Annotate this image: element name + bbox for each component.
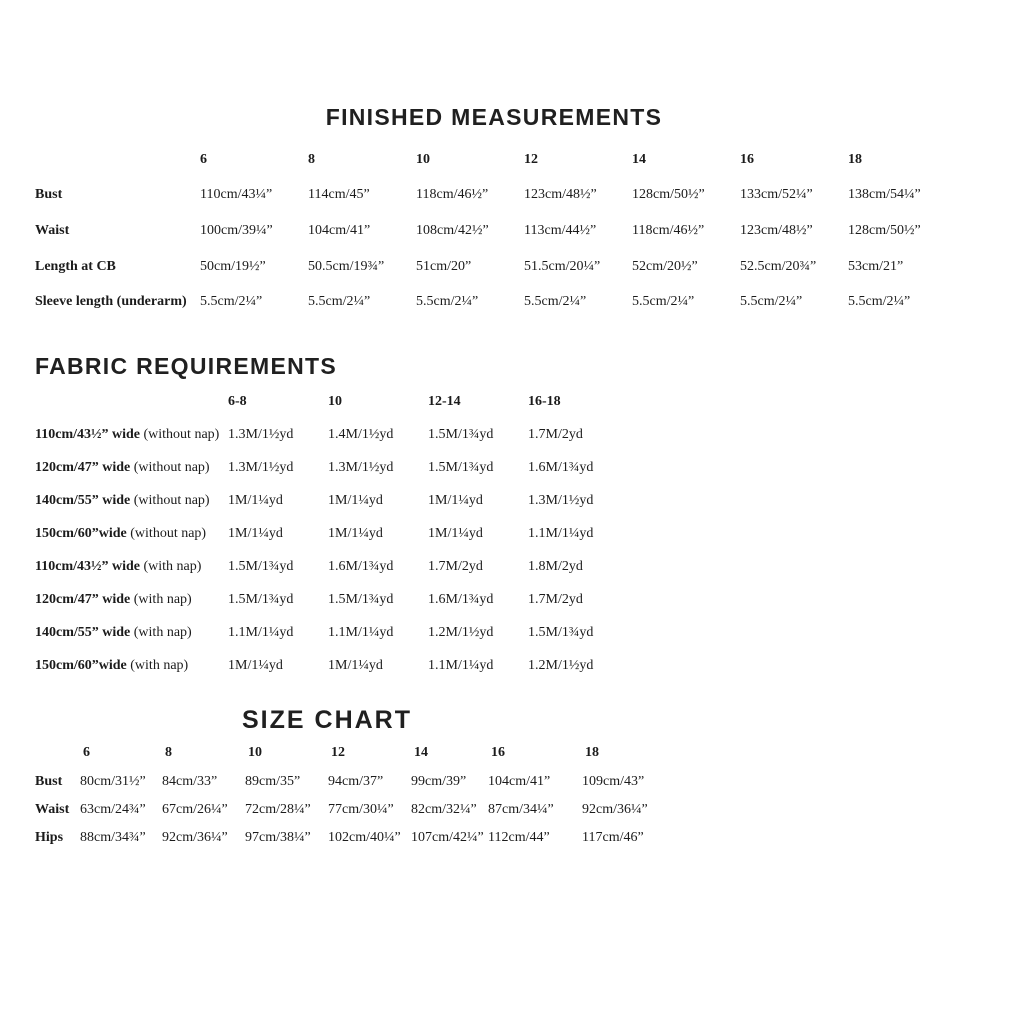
measurement-value: 1M/1¼yd <box>228 493 283 509</box>
size-header: 14 <box>414 745 428 761</box>
measurement-value: 94cm/37” <box>328 773 384 789</box>
row-label: 120cm/47” wide <box>35 591 131 607</box>
measurement-value: 89cm/35” <box>245 773 301 789</box>
measurement-value: 1M/1¼yd <box>328 493 383 509</box>
corner-cell <box>35 142 200 178</box>
row-label: Waist <box>35 801 70 817</box>
measurement-value: 1.3M/1½yd <box>528 493 594 509</box>
measurement-value: 1.5M/1¾yd <box>228 558 294 574</box>
measurement-value: 5.5cm/2¼” <box>740 294 803 310</box>
fabric-requirements-table <box>35 386 628 682</box>
measurement-value: 1.2M/1½yd <box>528 657 594 673</box>
nap-note: (without nap) <box>133 493 210 509</box>
table-row <box>35 485 628 518</box>
measurement-value: 1.3M/1½yd <box>328 460 394 476</box>
row-label: Length at CB <box>35 258 116 274</box>
measurement-value: 53cm/21” <box>848 258 904 274</box>
measurement-value: 50cm/19½” <box>200 258 266 274</box>
measurement-value: 138cm/54¼” <box>848 187 921 203</box>
measurement-value: 1.3M/1½yd <box>228 427 294 443</box>
size-header-row <box>35 142 956 178</box>
row-label-cell <box>35 550 228 583</box>
measurement-value: 5.5cm/2¼” <box>632 294 695 310</box>
measurement-value: 100cm/39¼” <box>200 222 273 238</box>
size-header: 14 <box>632 151 646 167</box>
row-label: Bust <box>35 187 63 203</box>
row-label: Waist <box>35 222 70 238</box>
size-header-row <box>35 386 628 419</box>
corner-cell <box>35 386 228 419</box>
fabric-requirements-title: FABRIC REQUIREMENTS <box>35 353 337 379</box>
table-row <box>35 616 628 649</box>
row-label: 150cm/60”wide <box>35 657 127 673</box>
measurement-value: 5.5cm/2¼” <box>848 294 911 310</box>
measurement-value: 107cm/42¼” <box>411 830 484 846</box>
row-label-cell <box>35 649 228 682</box>
measurement-value: 1.5M/1¾yd <box>428 460 494 476</box>
measurement-value: 1M/1¼yd <box>228 657 283 673</box>
row-label-cell <box>35 767 80 795</box>
measurement-value: 5.5cm/2¼” <box>308 294 371 310</box>
measurement-value: 92cm/36¼” <box>582 801 648 817</box>
size-header: 6-8 <box>228 394 247 410</box>
nap-note: (with nap) <box>143 558 202 574</box>
table-row <box>35 649 628 682</box>
size-header: 12 <box>331 745 345 761</box>
table-row <box>35 518 628 551</box>
measurement-value: 104cm/41” <box>308 222 371 238</box>
measurement-value: 99cm/39” <box>411 773 467 789</box>
table-row <box>35 213 956 249</box>
measurement-value: 5.5cm/2¼” <box>524 294 587 310</box>
measurement-value: 104cm/41” <box>488 773 551 789</box>
measurement-value: 102cm/40¼” <box>328 830 401 846</box>
measurement-value: 1M/1¼yd <box>328 657 383 673</box>
measurement-value: 1.7M/2yd <box>528 427 583 443</box>
measurement-value: 1M/1¼yd <box>228 526 283 541</box>
size-header: 10 <box>328 394 342 410</box>
table-row <box>35 284 956 320</box>
measurement-value: 1.4M/1½yd <box>328 427 394 443</box>
measurement-value: 1M/1¼yd <box>428 493 483 509</box>
measurement-value: 123cm/48½” <box>740 222 813 238</box>
measurement-value: 67cm/26¼” <box>162 801 228 817</box>
measurement-value: 87cm/34¼” <box>488 801 554 817</box>
table-row <box>35 419 628 452</box>
measurement-value: 1.5M/1¾yd <box>528 624 594 640</box>
measurement-value: 52.5cm/20¾” <box>740 258 817 274</box>
measurement-value: 51cm/20” <box>416 258 472 274</box>
table-row <box>35 550 628 583</box>
size-header-row <box>35 739 657 767</box>
row-label: 110cm/43½” wide <box>35 558 140 574</box>
row-label-cell <box>35 796 80 824</box>
measurement-value: 63cm/24¾” <box>80 801 146 817</box>
measurement-value: 123cm/48½” <box>524 187 597 203</box>
size-header: 12 <box>524 151 538 167</box>
size-header: 18 <box>848 151 862 167</box>
measurement-value: 113cm/44½” <box>524 222 597 238</box>
size-header: 6 <box>200 151 207 167</box>
row-label: Sleeve length (underarm) <box>35 294 187 310</box>
measurement-value: 72cm/28¼” <box>245 801 311 817</box>
row-label-cell <box>35 616 228 649</box>
measurement-value: 1.6M/1¾yd <box>328 558 394 574</box>
row-label: 150cm/60”wide <box>35 526 127 541</box>
measurement-value: 1.3M/1½yd <box>228 460 294 476</box>
measurement-value: 1.7M/2yd <box>428 558 483 574</box>
measurement-value: 1.1M/1¼yd <box>228 624 294 640</box>
size-header: 6 <box>83 745 90 761</box>
row-label: 110cm/43½” wide <box>35 427 140 443</box>
row-label-cell <box>35 284 200 320</box>
measurement-value: 1M/1¼yd <box>328 526 383 541</box>
nap-note: (with nap) <box>133 591 192 607</box>
row-label: 120cm/47” wide <box>35 460 131 476</box>
measurement-value: 77cm/30¼” <box>328 801 394 817</box>
row-label-cell <box>35 452 228 485</box>
measurement-value: 109cm/43” <box>582 773 645 789</box>
measurement-value: 114cm/45” <box>308 187 370 203</box>
row-label-cell <box>35 485 228 518</box>
row-label-cell <box>35 178 200 214</box>
measurement-value: 1.1M/1¼yd <box>528 526 594 541</box>
measurement-value: 1M/1¼yd <box>428 526 483 541</box>
finished-measurements-title: FINISHED MEASUREMENTS <box>325 104 663 130</box>
row-label: 140cm/55” wide <box>35 624 131 640</box>
measurement-value: 1.1M/1¼yd <box>428 657 494 673</box>
table-row <box>35 796 657 824</box>
size-header: 16 <box>491 745 505 761</box>
measurement-value: 118cm/46½” <box>632 222 705 238</box>
measurement-value: 5.5cm/2¼” <box>416 294 479 310</box>
measurement-value: 1.5M/1¾yd <box>328 591 394 607</box>
measurement-value: 1.5M/1¾yd <box>228 591 294 607</box>
row-label: Bust <box>35 773 63 789</box>
row-label-cell <box>35 583 228 616</box>
size-header: 8 <box>165 745 172 761</box>
measurement-value: 112cm/44” <box>488 830 550 846</box>
row-label-cell <box>35 518 228 551</box>
corner-cell <box>35 739 80 767</box>
size-header: 16 <box>740 151 754 167</box>
measurement-value: 84cm/33” <box>162 773 218 789</box>
size-header: 10 <box>248 745 262 761</box>
measurement-value: 1.8M/2yd <box>528 558 583 574</box>
measurement-value: 82cm/32¼” <box>411 801 477 817</box>
measurement-value: 133cm/52¼” <box>740 187 813 203</box>
nap-note: (with nap) <box>133 624 192 640</box>
table-row <box>35 249 956 285</box>
measurement-value: 1.6M/1¾yd <box>528 460 594 476</box>
measurement-value: 1.2M/1½yd <box>428 624 494 640</box>
measurement-value: 80cm/31½” <box>80 773 146 789</box>
nap-note: (without nap) <box>130 526 207 541</box>
row-label-cell <box>35 249 200 285</box>
row-label: Hips <box>35 830 64 846</box>
size-header: 18 <box>585 745 599 761</box>
nap-note: (without nap) <box>143 427 220 443</box>
nap-note: (without nap) <box>133 460 210 476</box>
measurement-value: 117cm/46” <box>582 830 644 846</box>
row-label-cell <box>35 213 200 249</box>
size-header: 12-14 <box>428 394 461 410</box>
table-row <box>35 178 956 214</box>
measurement-value: 128cm/50½” <box>632 187 705 203</box>
measurement-value: 5.5cm/2¼” <box>200 294 263 310</box>
measurement-value: 1.5M/1¾yd <box>428 427 494 443</box>
finished-measurements-table <box>35 142 956 320</box>
measurement-value: 110cm/43¼” <box>200 187 273 203</box>
size-header: 8 <box>308 151 315 167</box>
measurement-value: 108cm/42½” <box>416 222 489 238</box>
size-chart-table <box>35 739 657 853</box>
measurement-value: 50.5cm/19¾” <box>308 258 385 274</box>
measurement-value: 97cm/38¼” <box>245 830 311 846</box>
measurement-value: 51.5cm/20¼” <box>524 258 601 274</box>
measurement-value: 52cm/20½” <box>632 258 698 274</box>
measurement-value: 128cm/50½” <box>848 222 921 238</box>
row-label: 140cm/55” wide <box>35 493 131 509</box>
table-row <box>35 767 657 795</box>
table-row <box>35 824 657 852</box>
measurement-value: 88cm/34¾” <box>80 830 146 846</box>
table-row <box>35 452 628 485</box>
table-row <box>35 583 628 616</box>
measurement-value: 1.1M/1¼yd <box>328 624 394 640</box>
row-label-cell <box>35 419 228 452</box>
measurement-value: 1.7M/2yd <box>528 591 583 607</box>
measurement-value: 1.6M/1¾yd <box>428 591 494 607</box>
size-header: 10 <box>416 151 430 167</box>
measurement-value: 92cm/36¼” <box>162 830 228 846</box>
size-header: 16-18 <box>528 394 561 410</box>
measurement-value: 118cm/46½” <box>416 187 489 203</box>
row-label-cell <box>35 824 80 852</box>
nap-note: (with nap) <box>130 657 189 673</box>
size-chart-title: SIZE CHART <box>242 706 412 734</box>
